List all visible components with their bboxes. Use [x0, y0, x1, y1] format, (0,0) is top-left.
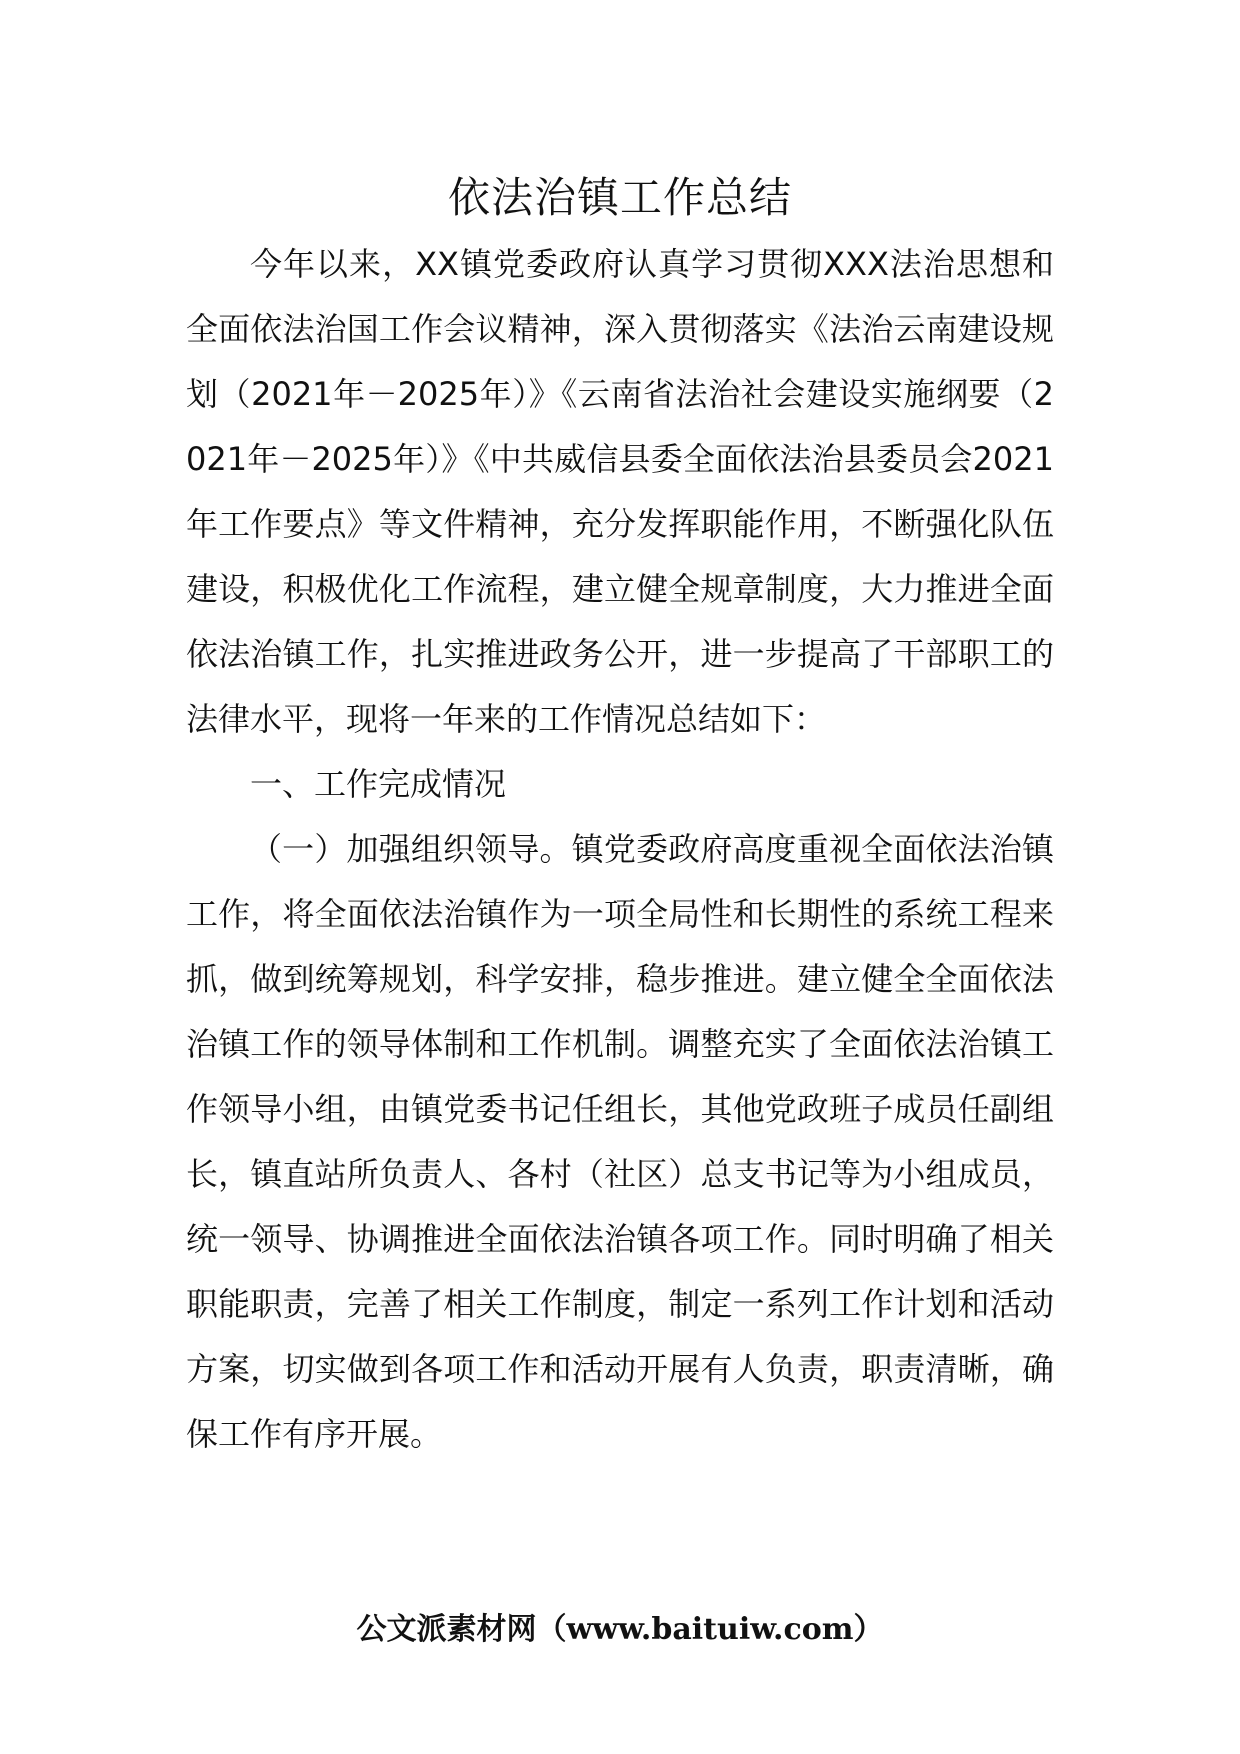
footer-watermark: 公文派素材网（www.baituiw.com） [356, 1612, 884, 1647]
section-paragraph: （一）加强组织领导。镇党委政府高度重视全面依法治镇工作，将全面依法治镇作为一项全局性和长期性的系统工程来抓，做到统筹规划，科学安排，稳步推进。建立健全全面依法治镇工作的领导体制和工作机制。调整充实了全面依法治镇工作领导小组，由镇党委书记任组长，其他党政班子成员任副组长，镇直站所负责人、各村（社区）总支书记等为小组成员，统一领导、协调推进全面依法治镇各项工作。同时明确了相关职能职责，完善了相关工作制度，制定一系列工作计划和活动方案，切实做到各项工作和活动开展有人负责，职责清晰，确保工作有序开展。 [186, 830, 1054, 1453]
section-heading: 一、工作完成情况 [250, 765, 507, 803]
document-title: 依法治镇工作总结 [447, 173, 792, 222]
document-body [186, 232, 1054, 1467]
intro-paragraph: 今年以来，XX镇党委政府认真学习贯彻XXX法治思想和全面依法治国工作会议精神，深入贯彻落实《法治云南建设规划（2021年－2025年）》《云南省法治社会建设实施纲要（2021年－2025年）》《中共威信县委全面依法治县委员会2021年工作要点》等文件精神，充分发挥职能作用，不断强化队伍建设，积极优化工作流程，建立健全规章制度，大力推进全面依法治镇工作，扎实推进政务公开，进一步提高了干部职工的法律水平，现将一年来的工作情况总结如下： [186, 245, 1054, 738]
